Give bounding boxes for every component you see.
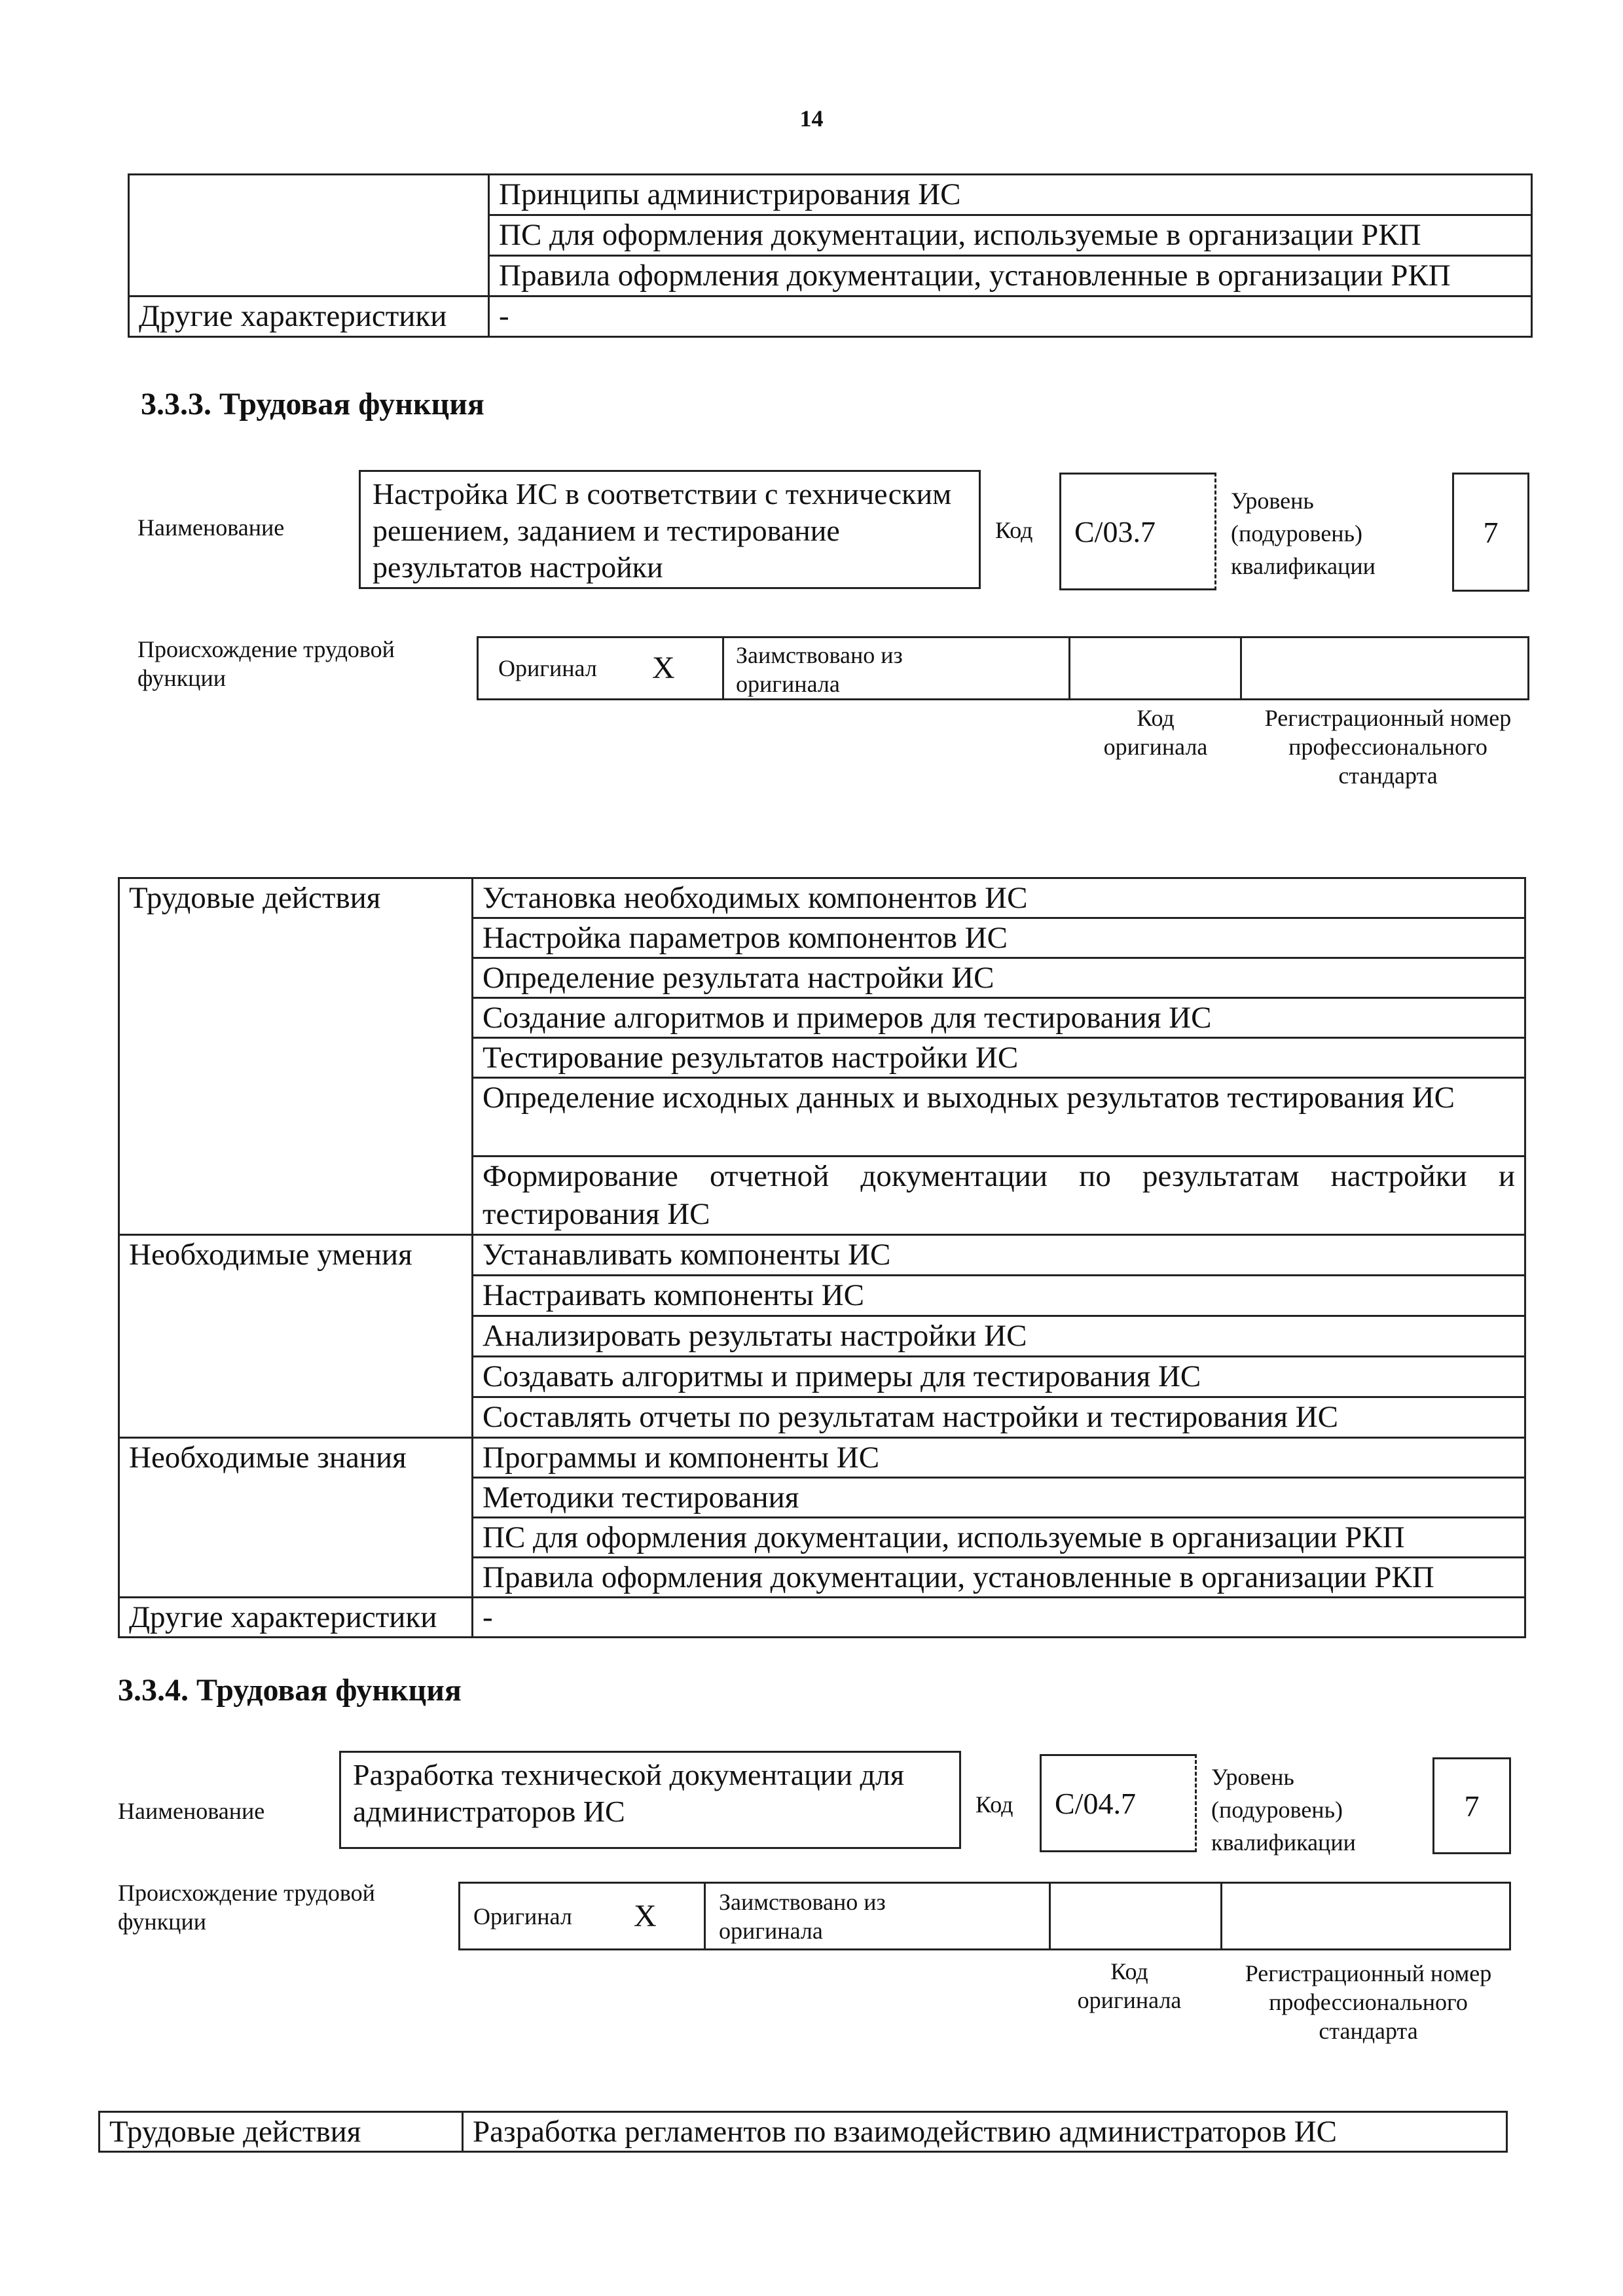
other-characteristics-label: Другие характеристики xyxy=(119,1598,473,1638)
skill-row: Создавать алгоритмы и примеры для тестирования ИС xyxy=(473,1357,1525,1397)
skills-label-333: Необходимые умения xyxy=(119,1235,473,1438)
action-row: Создание алгоритмов и примеров для тестирования ИС xyxy=(473,998,1525,1038)
reg-number-cell-333 xyxy=(1240,636,1529,700)
action-row: Настройка параметров компонентов ИС xyxy=(473,918,1525,958)
actions-label-333: Трудовые действия xyxy=(119,878,473,1235)
top-table-row: Правила оформления документации, установленные в организации РКП xyxy=(489,256,1532,296)
original-mark-334: X xyxy=(634,1899,657,1933)
reg-number-label-334: Регистрационный номер профессионального стандарта xyxy=(1245,1960,1492,2044)
function-code-333: С/03.7 xyxy=(1074,514,1156,548)
knowledge-row: Методики тестирования xyxy=(473,1478,1525,1518)
section-heading-333: 3.3.3. Трудовая функция xyxy=(141,387,484,422)
other-characteristics-value: - xyxy=(489,296,1532,337)
level-box-334 xyxy=(1432,1757,1511,1854)
action-row: Определение результата настройки ИС xyxy=(473,958,1525,998)
top-table-row: ПС для оформления документации, используемые в организации РКП xyxy=(489,215,1532,256)
action-row: Установка необходимых компонентов ИС xyxy=(473,878,1525,918)
original-mark-333: X xyxy=(652,651,675,685)
code-label-334: Код xyxy=(976,1791,1013,1818)
origin-label-333: Происхождение трудовой функции xyxy=(137,636,395,691)
top-table xyxy=(128,173,1533,338)
other-characteristics-value: - xyxy=(473,1598,1525,1638)
original-label-334: Оригинал xyxy=(473,1903,572,1929)
function-name-334: Разработка технической документации для администраторов ИС xyxy=(353,1758,905,1828)
level-value-334: 7 xyxy=(1464,1789,1480,1823)
function-table-333 xyxy=(118,877,1526,1638)
section-heading-334: 3.3.4. Трудовая функция xyxy=(118,1673,462,1708)
level-value-333: 7 xyxy=(1483,515,1499,549)
knowledge-row: Правила оформления документации, установленные в организации РКП xyxy=(473,1558,1525,1598)
original-label-333: Оригинал xyxy=(498,655,597,681)
name-box-334 xyxy=(339,1751,961,1849)
skill-row: Устанавливать компоненты ИС xyxy=(473,1235,1525,1276)
code-original-cell-334 xyxy=(1049,1882,1222,1950)
actions-label-334: Трудовые действия xyxy=(100,2112,463,2152)
code-original-label-333: Код оригинала xyxy=(1103,705,1208,760)
function-code-334: С/04.7 xyxy=(1055,1786,1136,1820)
skill-row: Анализировать результаты настройки ИС xyxy=(473,1316,1525,1357)
name-box-333 xyxy=(359,470,981,589)
knowledge-label-333: Необходимые знания xyxy=(119,1438,473,1598)
top-table-row: Принципы администрирования ИС xyxy=(489,175,1532,215)
code-box-334 xyxy=(1040,1754,1197,1852)
page-number: 14 xyxy=(799,105,824,132)
knowledge-row: Программы и компоненты ИС xyxy=(473,1438,1525,1478)
action-row: Тестирование результатов настройки ИС xyxy=(473,1038,1525,1078)
code-original-label-334: Код оригинала xyxy=(1077,1958,1182,2013)
borrowed-label-333: Заимствовано из оригинала xyxy=(736,642,903,697)
code-label-333: Код xyxy=(995,517,1033,543)
action-row: Определение исходных данных и выходных результатов тестирования ИС xyxy=(473,1078,1525,1157)
reg-number-cell-334 xyxy=(1220,1882,1511,1950)
origin-label-334: Происхождение трудовой функции xyxy=(118,1880,375,1935)
other-characteristics-label: Другие характеристики xyxy=(129,296,489,337)
reg-number-label-333: Регистрационный номер профессионального стандарта xyxy=(1264,705,1512,789)
code-box-333 xyxy=(1059,473,1216,590)
level-label-333: Уровень (подуровень) квалификации xyxy=(1231,488,1376,579)
level-box-333 xyxy=(1452,473,1529,592)
top-table-label-cell xyxy=(129,175,489,296)
function-table-334 xyxy=(98,2111,1508,2153)
origin-original-cell-334 xyxy=(458,1882,706,1950)
skill-row: Настраивать компоненты ИС xyxy=(473,1276,1525,1316)
name-label-333: Наименование xyxy=(137,514,285,541)
function-name-333: Настройка ИС в соответствии с техническим решением, заданием и тестирование результатов настройки xyxy=(373,477,952,584)
borrowed-cell-334 xyxy=(704,1882,1051,1950)
action-row: Разработка регламентов по взаимодействию администраторов ИС xyxy=(463,2112,1507,2152)
action-row: Формирование отчетной документации по результатам настройки и тестирования ИС xyxy=(473,1157,1525,1235)
name-label-334: Наименование xyxy=(118,1798,265,1824)
code-original-cell-333 xyxy=(1068,636,1242,700)
level-label-334: Уровень (подуровень) квалификации xyxy=(1211,1764,1356,1856)
borrowed-label-334: Заимствовано из оригинала xyxy=(719,1889,886,1944)
origin-original-cell-333 xyxy=(477,636,724,700)
skill-row: Составлять отчеты по результатам настройки и тестирования ИС xyxy=(473,1397,1525,1438)
knowledge-row: ПС для оформления документации, используемые в организации РКП xyxy=(473,1518,1525,1558)
borrowed-cell-333 xyxy=(722,636,1070,700)
